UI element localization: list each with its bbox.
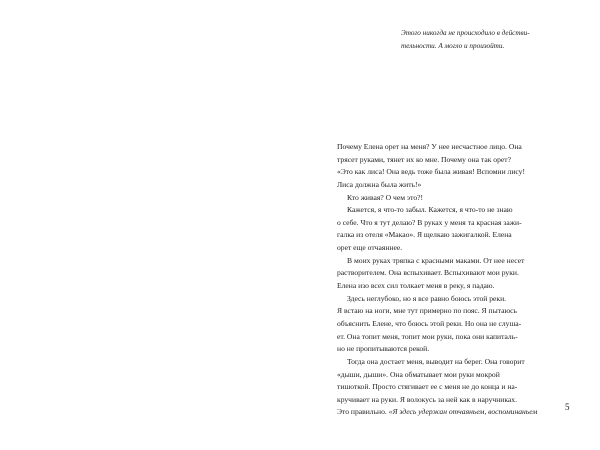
body-line: растворителем. Она вспыхивает. Вспыхивают мои руки. — [337, 268, 519, 278]
body-line: Кто живая? О чем это?! — [347, 192, 424, 202]
body-line: Кажется, я что-то забыл. Кажется, я что-то не знаю — [347, 205, 513, 215]
body-last-line — [337, 406, 587, 419]
body-line: Елена изо всех сил толкает меня в реку, я падаю. — [337, 281, 495, 291]
body-line: ет. Она топит меня, топит мои руки, пока они капиталь- — [337, 331, 518, 341]
body-line: Здесь неглубоко, но я все равно боюсь этой реки. — [347, 293, 507, 303]
body-line: кручивает на руки. Я волокусь за ней как в наручниках. — [337, 394, 517, 404]
body-lines — [337, 141, 587, 406]
body-line: Почему Елена орет на меня? У нее несчастное лицо. Она — [337, 142, 522, 151]
epigraph-line: Этого никогда не происходило в действи- — [401, 29, 530, 37]
body-line: Тогда она достает меня, выводит на берег. Она говорит — [347, 356, 525, 366]
body-line: тишоткой. Просто стягивает ее с меня не до конца и на- — [337, 382, 518, 392]
epigraph-line: тельности. А могло и произойти. — [401, 41, 505, 50]
body-line: галка из отеля «Макао». Я щелкаю зажигалкой. Елена — [337, 230, 512, 240]
body-line: Я встаю на ноги, мне тут примерно по пояс. Я пытаюсь — [337, 306, 517, 316]
body-last-line-italic: «Я здесь удержан отчаяньем, воспоминаньем — [388, 407, 538, 417]
body-line: «Это как лиса! Она ведь тоже была живая! Вспомни лису! — [337, 167, 526, 177]
body-line: «дыши, дыши». Она обматывает мои руки мокрой — [337, 369, 500, 379]
body-line: объяснить Елене, что боюсь этой реки. Но она не слуша- — [337, 318, 522, 328]
body-line: но не пропитываются рекой. — [337, 344, 430, 354]
body-line: В моих руках тряпка с красными маками. От нее несет — [347, 255, 525, 265]
body-line: Лиса должна была жить!» — [337, 179, 422, 189]
body-line: орет еще отчаяннее. — [337, 243, 403, 253]
body-line: о себе. Что я тут делаю? В руках у меня та красная зажи- — [337, 217, 522, 227]
body-last-line-start: Это правильно. — [337, 407, 389, 417]
page-number: 5 — [565, 402, 570, 412]
body-text — [337, 141, 587, 419]
body-line: трясет руками, тянет их ко мне. Почему она так орет? — [337, 154, 511, 164]
epigraph — [401, 27, 581, 52]
